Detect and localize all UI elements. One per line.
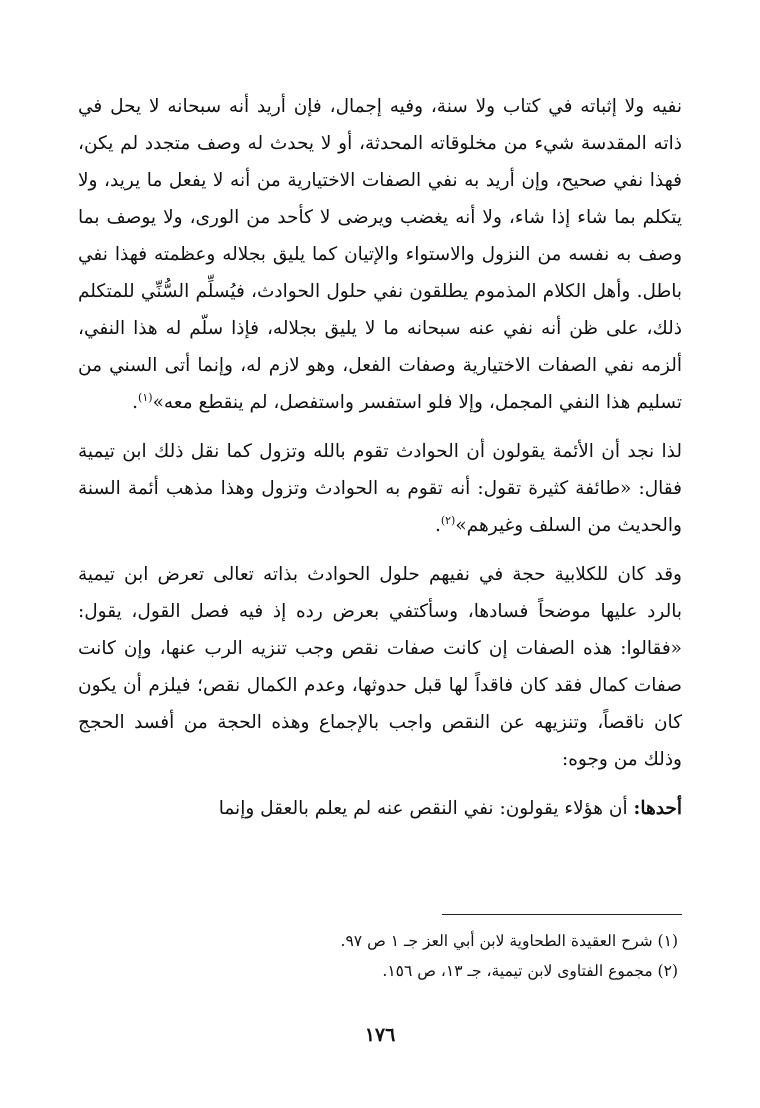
paragraph-text: أن هؤلاء يقولون: نفي النقص عنه لم يعلم بالعقل وإنما (218, 798, 634, 819)
footnote-marker: (٢) (440, 513, 456, 527)
paragraph-2 (78, 433, 682, 544)
footnotes (78, 926, 678, 986)
page-number: ١٧٦ (364, 1024, 396, 1046)
footnote-marker: (١) (138, 390, 153, 404)
paragraph-1 (78, 88, 682, 421)
paragraph-lead: أحدها: (633, 798, 682, 819)
paragraph-4 (78, 790, 682, 827)
footnote-2: (٢) مجموع الفتاوى لابن تيمية، جـ ١٣، ص ١٥٦. (382, 962, 678, 980)
footnote-1: (١) شرح العقيدة الطحاوية لابن أبي العز جـ ١ ص ٩٧. (340, 932, 678, 950)
paragraph-3 (78, 556, 682, 778)
paragraph-text: لذا نجد أن الأئمة يقولون أن الحوادث تقوم بالله وتزول كما نقل ذلك ابن تيمية فقال: «طائفة كثيرة تقول: أنه تقوم به الحوادث وتزول وهذا مذهب أئمة السنة والحديث من السلف وغيرهم» (78, 441, 682, 536)
body-text (78, 88, 682, 827)
paragraph-tail: . (434, 515, 441, 536)
paragraph-text: وقد كان للكلابية حجة في نفيهم حلول الحوادث بذاته تعالى تعرض ابن تيمية بالرد عليها موضحاً فسادها، وسأكتفي بعرض رده إذ فيه فصل القول، يقول: «فقالوا: هذه الصفات إن كانت صفات نقص وجب تنزيه الرب عنها، وإن كانت صفات كمال فقد كان فاقداً لها قبل حدوثها، وعدم الكمال نقص؛ فيلزم أن يكون كان ناقصاً، وتنزيهه عن النقص واجب بالإجماع وهذه الحجة من أفسد الحجج وذلك من وجوه: (78, 564, 683, 770)
paragraph-text: نفيه ولا إثباته في كتاب ولا سنة، وفيه إجمال، فإن أريد أنه سبحانه لا يحل في ذاته المقدسة شيء من مخلوقاته المحدثة، أو لا يحدث له وصف متجدد لم يكن، فهذا نفي صحيح، وإن أريد به نفي الصفات الاختيارية من أنه لا يفعل ما يريد، ولا يتكلم بما شاء إذا شاء، ولا أنه يغضب ويرضى لا كأحد من الورى، ولا يوصف بما وصف به نفسه من النزول والاستواء والإتيان كما يليق بجلاله وعظمته فهذا نفي باطل. وأهل الكلام المذموم يطلقون نفي حلول الحوادث، فيُسلِّم السُّنِّي للمتكلم ذلك، على ظن أنه نفي عنه سبحانه ما لا يليق بجلاله، فإذا سلّم له هذا النفي، ألزمه نفي الصفات الاختيارية وصفات الفعل، وهو لازم له، وإنما أتى السني من تسليم هذا النفي المجمل، وإلا فلو استفسر واستفصل، لم ينقطع معه» (78, 96, 682, 413)
paragraph-tail: . (132, 392, 139, 413)
footnote-divider (442, 914, 682, 915)
